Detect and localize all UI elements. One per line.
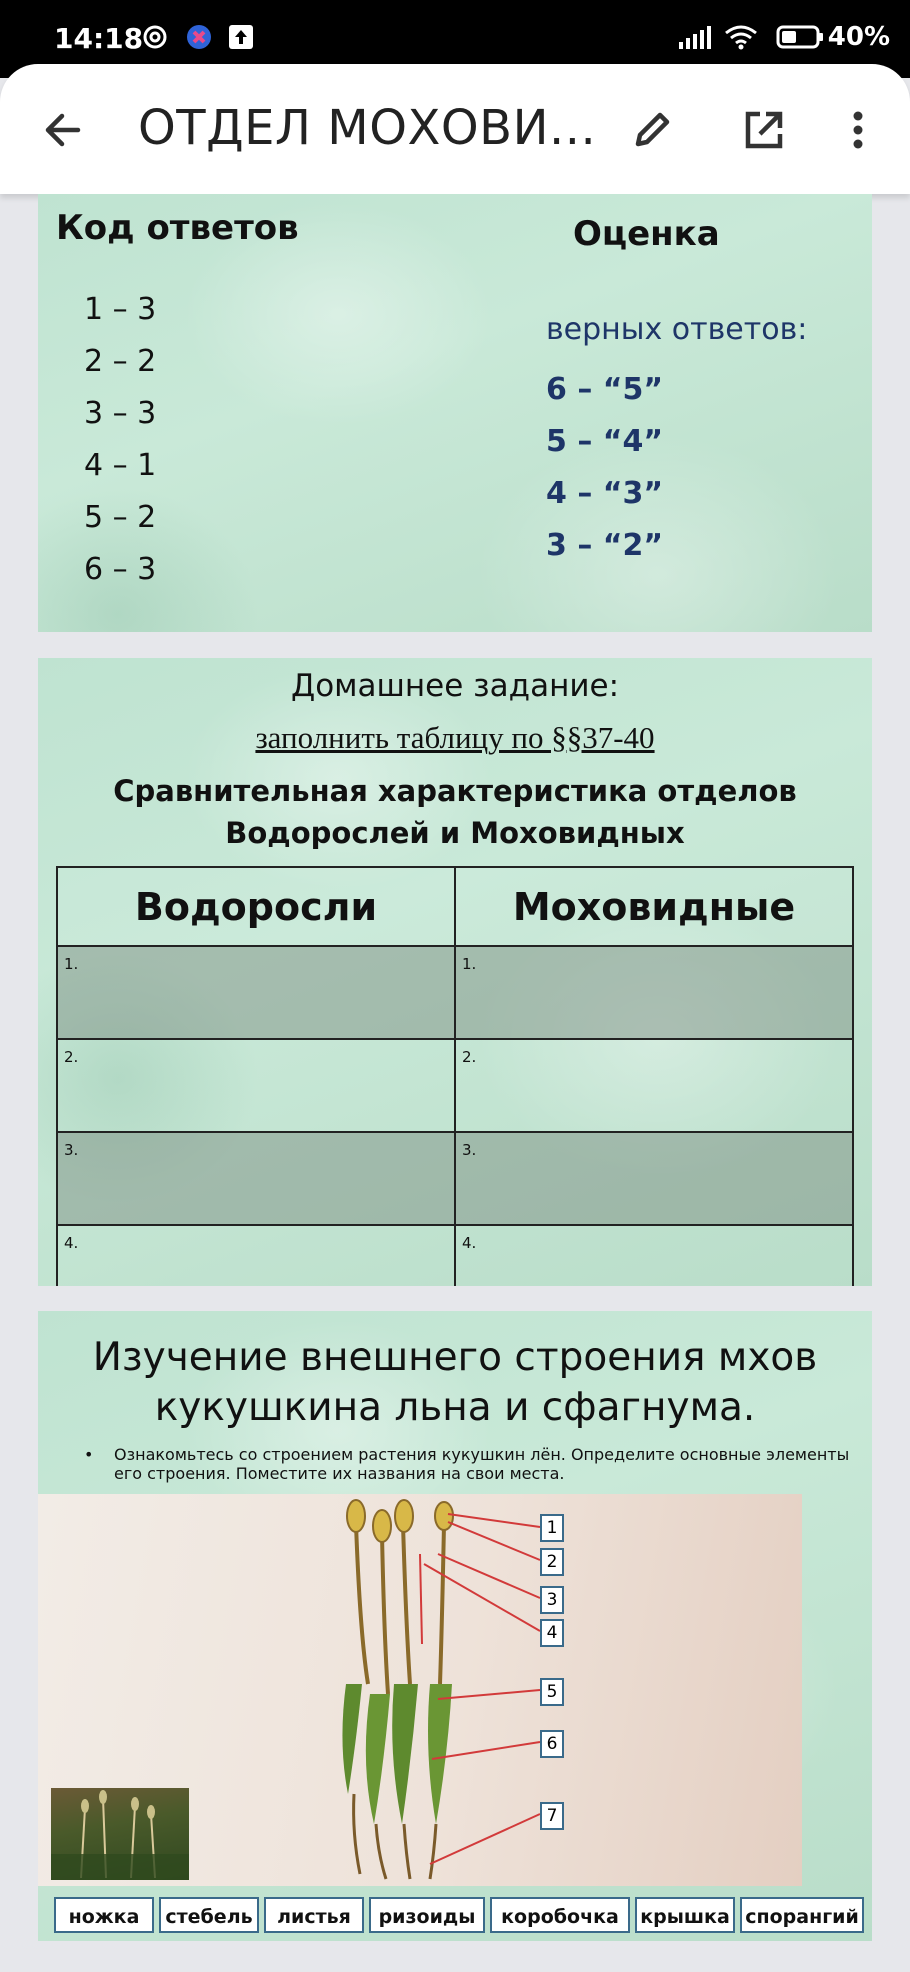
table-cell: 3. <box>455 1132 853 1225</box>
grade-item: 4 – “3” <box>546 476 664 511</box>
diagram-label-7: 7 <box>540 1802 564 1830</box>
comparison-table <box>56 866 854 1286</box>
edit-pencil-icon[interactable] <box>624 102 680 158</box>
answer-code-list <box>84 284 156 596</box>
column-header-mosses: Моховидные <box>455 867 853 946</box>
page-title: ОТДЕЛ МОХОВИ... <box>138 100 597 156</box>
signal-icon <box>678 24 712 50</box>
term-card[interactable]: листья <box>264 1897 364 1933</box>
table-cell: 3. <box>57 1132 455 1225</box>
status-time: 14:18 <box>54 22 144 55</box>
comparison-heading-line2: Водорослей и Моховидных <box>225 816 685 850</box>
slide-moss-structure <box>38 1311 872 1941</box>
upload-icon <box>228 24 254 50</box>
answer-code-item: 2 – 2 <box>84 344 157 379</box>
term-card[interactable]: крышка <box>635 1897 735 1933</box>
comparison-heading-line1: Сравнительная характеристика отделов <box>113 774 797 808</box>
homework-task: заполнить таблицу по §§37-40 <box>255 720 655 755</box>
diagram-label-3: 3 <box>540 1586 564 1614</box>
column-header-algae: Водоросли <box>57 867 455 946</box>
table-row <box>57 1132 853 1225</box>
answer-code-title: Код ответов <box>56 208 299 248</box>
answer-code-item: 4 – 1 <box>84 448 157 483</box>
grade-item: 5 – “4” <box>546 424 664 459</box>
open-external-icon[interactable] <box>736 102 792 158</box>
diagram-label-4: 4 <box>540 1619 564 1647</box>
table-row <box>57 1039 853 1132</box>
back-arrow-icon[interactable] <box>36 102 92 158</box>
diagram-label-6: 6 <box>540 1730 564 1758</box>
instruction-text: • Ознакомьтесь со строением растения кукушкин лён. Определите основные элементы его строения. Поместите их названия на свои места. <box>84 1445 854 1483</box>
app-notification-icon <box>186 24 212 50</box>
term-card[interactable]: ножка <box>54 1897 154 1933</box>
slide-title-line1: Изучение внешнего строения мхов <box>92 1335 818 1380</box>
term-card[interactable]: коробочка <box>490 1897 630 1933</box>
answer-code-item: 3 – 3 <box>84 396 157 431</box>
grade-title: Оценка <box>573 214 720 254</box>
diagram-label-1: 1 <box>540 1514 564 1542</box>
table-cell: 4. <box>455 1225 853 1286</box>
at-sign-icon <box>142 24 168 50</box>
answer-code-item: 1 – 3 <box>84 292 157 327</box>
grade-item: 3 – “2” <box>546 528 664 563</box>
moss-diagram <box>38 1494 802 1886</box>
grade-list <box>546 364 663 572</box>
term-card[interactable]: ризоиды <box>369 1897 485 1933</box>
table-cell: 2. <box>57 1039 455 1132</box>
table-cell: 1. <box>455 946 853 1039</box>
slide-title-line2: кукушкина льна и сфагнума. <box>154 1385 756 1430</box>
app-bar <box>0 64 910 194</box>
term-card[interactable]: стебель <box>159 1897 259 1933</box>
table-cell: 2. <box>455 1039 853 1132</box>
answer-code-item: 5 – 2 <box>84 500 157 535</box>
grade-caption: верных ответов: <box>546 312 808 347</box>
table-cell: 1. <box>57 946 455 1039</box>
table-row <box>57 1225 853 1286</box>
grade-item: 6 – “5” <box>546 372 664 407</box>
table-header-row <box>57 867 853 946</box>
table-row <box>57 946 853 1039</box>
moss-photo <box>51 1788 189 1880</box>
term-card[interactable]: спорангий <box>740 1897 864 1933</box>
slide-homework <box>38 658 872 1286</box>
more-vert-icon[interactable] <box>830 102 886 158</box>
battery-percent: 40% <box>827 22 890 52</box>
slide-answer-key <box>38 194 872 632</box>
diagram-label-5: 5 <box>540 1678 564 1706</box>
wifi-icon <box>724 24 758 50</box>
homework-title: Домашнее задание: <box>290 668 620 704</box>
diagram-label-2: 2 <box>540 1548 564 1576</box>
table-cell: 4. <box>57 1225 455 1286</box>
answer-code-item: 6 – 3 <box>84 552 157 587</box>
battery-icon <box>776 24 824 50</box>
